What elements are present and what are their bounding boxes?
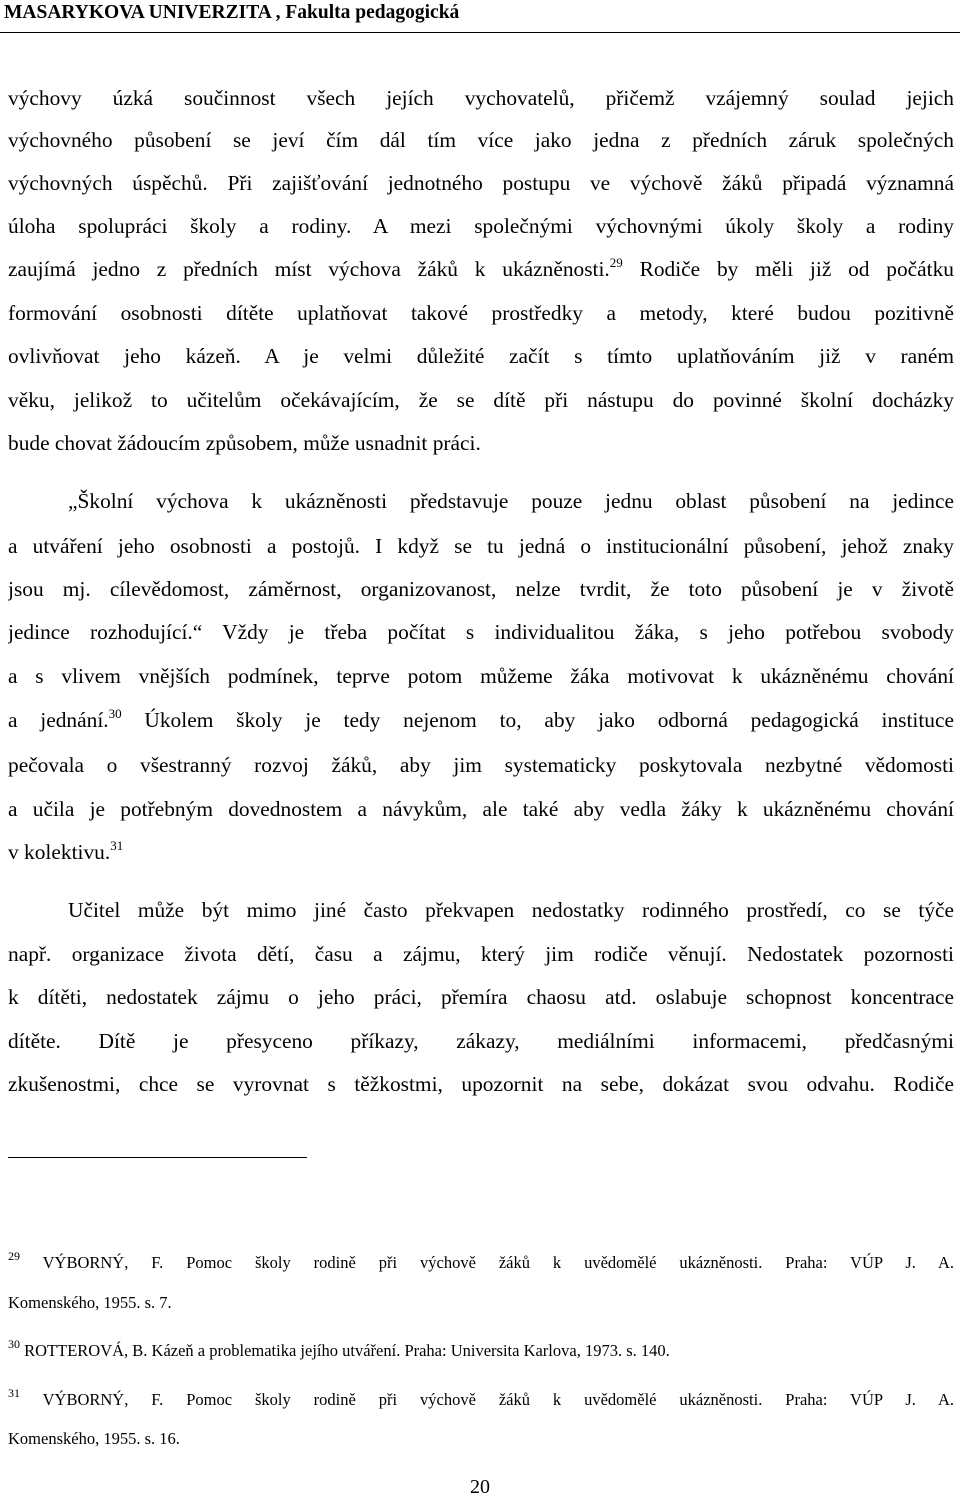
- paragraph-3-line-4: dítěte. Dítě je přesyceno příkazy, zákazy, mediálními informacemi, předčasnými: [8, 1029, 954, 1053]
- paragraph-2-line-6b: Úkolem školy je tedy nejenom to, aby jako odborná pedagogická instituce: [121, 708, 954, 732]
- paragraph-1-line-9: bude chovat žádoucím způsobem, může usnadnit práci.: [8, 431, 481, 455]
- paragraph-2-line-8: a učila je potřebným dovednostem a návykům, ale také aby vedla žáky k ukázněnému chování: [8, 797, 954, 821]
- paragraph-1-line-5: [8, 255, 954, 283]
- paragraph-2-line-6: [8, 706, 954, 734]
- footnote-separator: [8, 1157, 307, 1158]
- paragraph-1-line-7: ovlivňovat jeho kázeň. A je velmi důležité začít s tímto uplatňováním již v raném: [8, 344, 954, 368]
- footnote-ref-29: 29: [609, 255, 623, 270]
- footnote-31-line-1: [8, 1389, 954, 1411]
- page-number: 20: [470, 1476, 490, 1498]
- footnote-29-line-2: Komenského, 1955. s. 7.: [8, 1293, 172, 1312]
- footnote-ref-31: 31: [110, 838, 124, 853]
- paragraph-3-line-2: např. organizace života dětí, času a zájmu, který jim rodiče věnují. Nedostatek pozornosti: [8, 942, 954, 966]
- paragraph-2-line-7: pečovala o všestranný rozvoj žáků, aby jim systematicky poskytovala nezbytné vědomosti: [8, 753, 954, 777]
- paragraph-3-line-1: Učitel může být mimo jiné často překvapen nedostatky rodinného prostředí, co se týče: [68, 898, 954, 922]
- footnote-30-number: 30: [8, 1340, 20, 1351]
- footnote-29-number: 29: [8, 1252, 20, 1263]
- header-rule: [0, 32, 960, 33]
- paragraph-1-line-4: úloha spolupráci školy a rodiny. A mezi společnými výchovnými úkoly školy a rodiny: [8, 214, 954, 238]
- paragraph-3-line-5: zkušenostmi, chce se vyrovnat s těžkostmi, upozornit na sebe, dokázat svou odvahu. Rodiče: [8, 1072, 954, 1096]
- footnote-29-line-1: [8, 1252, 954, 1274]
- paragraph-1-line-8: věku, jelikož to učitelům očekávajícím, že se dítě při nástupu do povinné školní docházky: [8, 388, 954, 412]
- paragraph-1-line-3: výchovných úspěchů. Při zajišťování jednotného postupu ve výchově žáků připadá významná: [8, 171, 954, 195]
- paragraph-2-line-5: a s vlivem vnějších podmínek, teprve potom můžeme žáka motivovat k ukázněnému chování: [8, 664, 954, 688]
- paragraph-1-line-6: formování osobnosti dítěte uplatňovat takové prostředky a metody, které budou pozitivně: [8, 301, 954, 325]
- paragraph-1-line-1: výchovy úzká součinnost všech jejích vychovatelů, přičemž vzájemný soulad jejich: [8, 86, 954, 110]
- footnote-31-text: VÝBORNÝ, F. Pomoc školy rodině při výchově žáků k uvědomělé ukázněnosti. Praha: VÚP J. A.: [20, 1390, 954, 1409]
- paragraph-2-line-4: jedince rozhodující.“ Vždy je třeba počítat s individualitou žáka, s jeho potřebou svobody: [8, 620, 954, 644]
- footnote-29-text: VÝBORNÝ, F. Pomoc školy rodině při výchově žáků k uvědomělé ukázněnosti. Praha: VÚP J. A.: [20, 1253, 954, 1272]
- paragraph-2-line-9: [8, 838, 954, 866]
- footnote-31-line-2: Komenského, 1955. s. 16.: [8, 1429, 180, 1448]
- footnote-30-text: ROTTEROVÁ, B. Kázeň a problematika jejího utváření. Praha: Universita Karlova, 1973. s. 140.: [20, 1341, 670, 1360]
- footnote-31-number: 31: [8, 1389, 20, 1400]
- paragraph-2-line-9a: v kolektivu.: [8, 840, 111, 864]
- footnote-ref-30: 30: [108, 706, 122, 721]
- paragraph-1-line-2: výchovného působení se jeví čím dál tím více jako jedna z předních záruk společných: [8, 128, 954, 152]
- paragraph-2-line-2: a utváření jeho osobnosti a postojů. I když se tu jedná o institucionální působení, jehož znaky: [8, 534, 954, 558]
- paragraph-2-line-6a: a jednání.: [8, 708, 109, 732]
- paragraph-2-line-3: jsou mj. cílevědomost, záměrnost, organizovanost, nelze tvrdit, že toto působení je v životě: [8, 577, 954, 601]
- paragraph-3-line-3: k dítěti, nedostatek zájmu o jeho práci, přemíra chaosu atd. oslabuje schopnost koncentrace: [8, 985, 954, 1009]
- paragraph-1-line-5b: Rodiče by měli již od počátku: [622, 257, 954, 281]
- paragraph-1-line-5a: zaujímá jedno z předních míst výchova žáků k ukázněnosti.: [8, 257, 610, 281]
- page-header: MASARYKOVA UNIVERZITA , Fakulta pedagogická: [4, 2, 460, 23]
- paragraph-2-line-1: „Školní výchova k ukázněnosti představuje pouze jednu oblast působení na jedince: [68, 489, 954, 513]
- footnote-30-line-1: [8, 1340, 954, 1362]
